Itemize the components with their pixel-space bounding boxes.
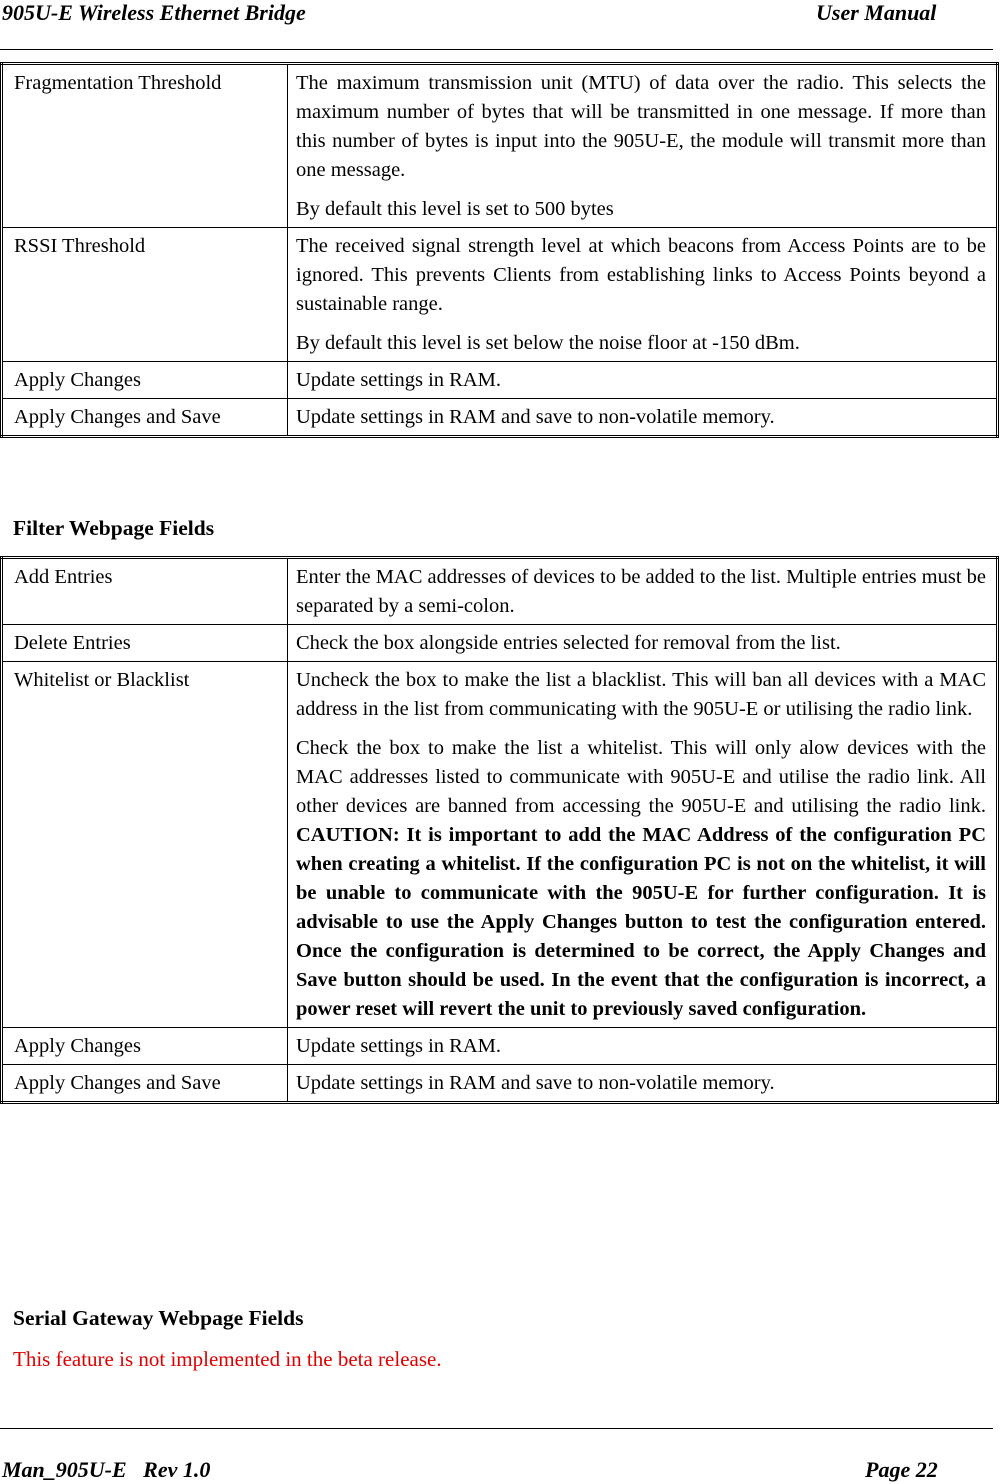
caution-text: CAUTION: It is important to add the MAC Address of the configuration PC when creating a whitelist. If the configuration PC is not on the whitelist, it will be unable to communicate with the 905U-E for further configuration. It is advisable to use the Apply Changes button to test the configuration entered. Once the configuration is determined to be correct, the Apply Changes and Save button should be used. In the event that the configuration is incorrect, a power reset will revert the unit to previously saved configuration. <box>296 824 986 1020</box>
footer-page-number: Page 22 <box>865 1457 938 1482</box>
table-row <box>2 64 998 228</box>
footer-doc-id: Man_905U-E Rev 1.0 <box>2 1457 211 1482</box>
description-paragraph: The received signal strength level at which beacons from Access Points are to be ignored. This prevents Clients from establishing links to Access Points beyond a sustainable range. <box>296 235 986 315</box>
settings-table <box>0 62 999 438</box>
section-heading-serial-gateway: Serial Gateway Webpage Fields <box>13 1306 304 1330</box>
field-description <box>288 558 998 625</box>
table-row <box>2 362 998 399</box>
field-description <box>288 1028 998 1065</box>
field-name: Apply Changes <box>2 1028 288 1065</box>
filter-table <box>0 556 999 1104</box>
field-description <box>288 625 998 662</box>
table-row <box>2 558 998 625</box>
whitelist-text: Check the box to make the list a whitelist. This will only alow devices with the MAC addresses listed to communicate with 905U-E and utilise the radio link. All other devices are banned from accessing the 905U-E and utilising the radio link. <box>296 737 986 817</box>
field-name: Whitelist or Blacklist <box>2 662 288 1028</box>
description-paragraph: Uncheck the box to make the list a blacklist. This will ban all devices with a MAC address in the list from communicating with the 905U-E or utilising the radio link. <box>296 669 986 720</box>
header-title: 905U-E Wireless Ethernet Bridge <box>2 0 306 25</box>
description-paragraph: Enter the MAC addresses of devices to be added to the list. Multiple entries must be separated by a semi-colon. <box>296 566 987 617</box>
field-description <box>288 399 998 437</box>
footer-rule <box>0 1428 993 1429</box>
table-row <box>2 1065 998 1103</box>
description-paragraph: Update settings in RAM. <box>296 369 501 391</box>
not-implemented-note: This feature is not implemented in the beta release. <box>13 1347 442 1371</box>
description-paragraph: By default this level is set below the noise floor at -150 dBm. <box>296 332 800 354</box>
description-paragraph <box>296 734 986 1024</box>
table-row <box>2 625 998 662</box>
field-description <box>288 362 998 399</box>
table-row <box>2 662 998 1028</box>
description-paragraph: The maximum transmission unit (MTU) of data over the radio. This selects the maximum number of bytes that will be transmitted in one message. If more than this number of bytes is input into the 905U-E, the module will transmit more than one message. <box>296 72 986 181</box>
section-heading-filter: Filter Webpage Fields <box>13 516 215 540</box>
field-description <box>288 64 998 228</box>
description-paragraph: Update settings in RAM. <box>296 1035 501 1057</box>
field-description <box>288 662 998 1028</box>
field-name: Delete Entries <box>2 625 288 662</box>
description-paragraph: Update settings in RAM and save to non-volatile memory. <box>296 1072 775 1094</box>
field-name: Apply Changes <box>2 362 288 399</box>
field-name: Add Entries <box>2 558 288 625</box>
description-paragraph: Update settings in RAM and save to non-volatile memory. <box>296 406 775 428</box>
field-name: Fragmentation Threshold <box>2 64 288 228</box>
field-name: RSSI Threshold <box>2 228 288 362</box>
field-name: Apply Changes and Save <box>2 399 288 437</box>
table-row <box>2 228 998 362</box>
header-rule <box>0 49 993 50</box>
description-paragraph: Check the box alongside entries selected for removal from the list. <box>296 632 841 654</box>
table-row <box>2 399 998 437</box>
field-name: Apply Changes and Save <box>2 1065 288 1103</box>
field-description <box>288 228 998 362</box>
page-header <box>0 0 1001 26</box>
field-description <box>288 1065 998 1103</box>
description-paragraph: By default this level is set to 500 bytes <box>296 198 614 220</box>
header-doc-type: User Manual <box>816 0 937 25</box>
table-row <box>2 1028 998 1065</box>
